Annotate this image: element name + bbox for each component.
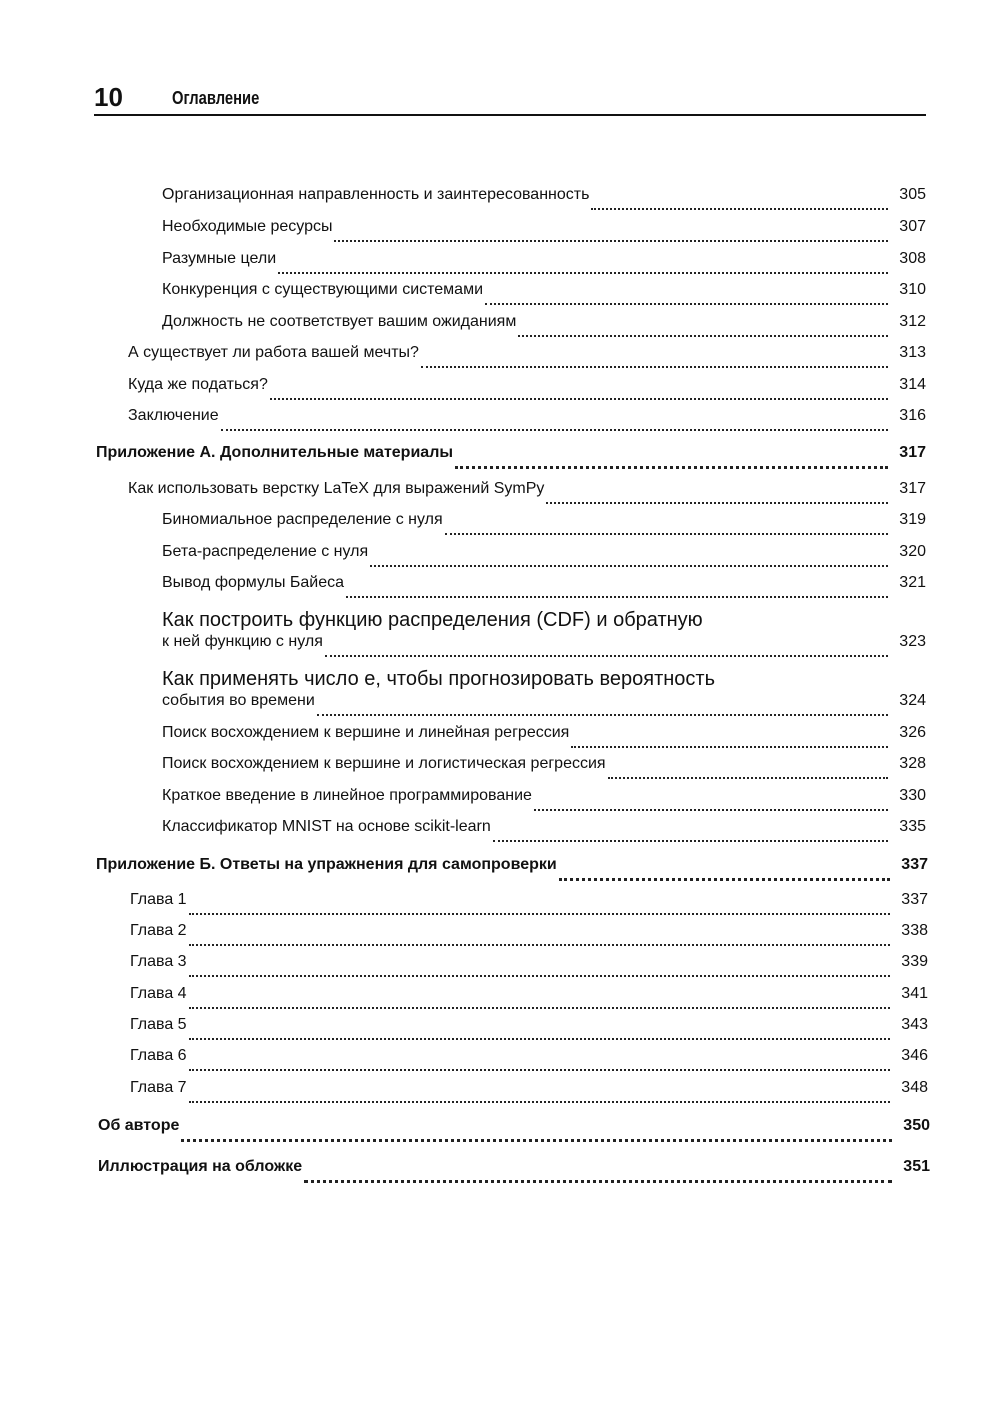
toc-entry-page: 330 <box>899 787 926 804</box>
dot-leader <box>304 1158 892 1183</box>
toc-entry-title: Необходимые ресурсы <box>162 218 333 235</box>
toc-entry-page: 308 <box>899 250 926 267</box>
running-title: Оглавление <box>172 88 260 108</box>
toc-entry[interactable] <box>128 480 926 510</box>
toc-entry-page: 328 <box>899 755 926 772</box>
toc-entry-title-line1[interactable]: Как применять число e, чтобы прогнозировать вероятность <box>162 668 715 690</box>
page-number: 10 <box>94 82 123 112</box>
toc-entry-title: Классификатор MNIST на основе scikit-learn <box>162 818 491 835</box>
toc-entry[interactable] <box>162 724 926 754</box>
toc-entry-page: 319 <box>899 511 926 528</box>
toc-entry-title-line1[interactable]: Как построить функцию распределения (CDF) и обратную <box>162 609 703 631</box>
toc-entry[interactable] <box>162 186 926 216</box>
toc-entry-title: Бета-распределение с нуля <box>162 543 369 560</box>
toc-entry-title: Глава 3 <box>130 953 187 970</box>
toc-entry-title-line2: события во времени <box>162 692 315 709</box>
dot-leader <box>591 186 888 210</box>
toc-entry-page: 317 <box>899 444 926 461</box>
dot-leader <box>278 250 888 274</box>
toc-entry-title: Заключение <box>128 407 219 424</box>
toc-entry-page: 343 <box>901 1016 928 1033</box>
toc-entry-page: 346 <box>901 1047 928 1064</box>
toc-entry-title: Иллюстрация на обложке <box>98 1158 303 1175</box>
dot-leader <box>485 281 888 305</box>
toc-about-author-entry[interactable] <box>98 1117 930 1147</box>
toc-entry-page: 316 <box>899 407 926 424</box>
toc-entry-title: Поиск восхождением к вершине и линейная регрессия <box>162 724 570 741</box>
dot-leader <box>445 511 888 535</box>
toc-entry-title: Должность не соответствует вашим ожиданиям <box>162 313 517 330</box>
dot-leader <box>189 1079 890 1103</box>
dot-leader <box>546 480 888 504</box>
toc-entry-page: 348 <box>901 1079 928 1096</box>
toc-appendix-entry[interactable] <box>96 856 928 886</box>
dot-leader <box>181 1117 892 1142</box>
toc-entry-page: 337 <box>901 856 928 873</box>
toc-entry-page: 310 <box>899 281 926 298</box>
dot-leader <box>493 818 888 842</box>
toc-entry-page: 351 <box>903 1158 930 1175</box>
toc-entry-page: 326 <box>899 724 926 741</box>
toc-entry-title-line2: к ней функцию с нуля <box>162 633 323 650</box>
dot-leader <box>189 953 890 977</box>
dot-leader <box>189 1047 890 1071</box>
toc-entry-title: Об авторе <box>98 1117 180 1134</box>
toc-entry[interactable] <box>130 922 928 952</box>
toc-entry[interactable] <box>162 218 926 248</box>
dot-leader <box>518 313 888 337</box>
toc-entry[interactable] <box>130 985 928 1015</box>
toc-entry-title: Глава 4 <box>130 985 187 1002</box>
toc-entry-title: Глава 6 <box>130 1047 187 1064</box>
toc-entry-page: 321 <box>899 574 926 591</box>
dot-leader <box>334 218 888 242</box>
dot-leader <box>370 543 888 567</box>
toc-entry-page: 314 <box>899 376 926 393</box>
toc-cover-illustration-entry[interactable] <box>98 1158 930 1188</box>
toc-entry-page: 324 <box>899 692 926 709</box>
toc-entry[interactable] <box>128 344 926 374</box>
toc-entry-page: 317 <box>899 480 926 497</box>
toc-entry-title: Глава 2 <box>130 922 187 939</box>
dot-leader <box>421 344 888 368</box>
toc-entry-title: Поиск восхождением к вершине и логистическая регрессия <box>162 755 606 772</box>
toc-entry[interactable] <box>128 407 926 437</box>
toc-entry-page: 312 <box>899 313 926 330</box>
toc-entry[interactable] <box>162 543 926 573</box>
toc-entry-title: А существует ли работа вашей мечты? <box>128 344 419 361</box>
dot-leader <box>571 724 888 748</box>
toc-entry[interactable] <box>130 953 928 983</box>
toc-entry-page: 338 <box>901 922 928 939</box>
toc-entry-title: Разумные цели <box>162 250 277 267</box>
toc-entry-title: Глава 1 <box>130 891 187 908</box>
toc-entry-page: 337 <box>901 891 928 908</box>
toc-entry-page: 350 <box>903 1117 930 1134</box>
dot-leader <box>189 1016 890 1040</box>
toc-entry[interactable] <box>162 818 926 848</box>
toc-entry-title: Конкуренция с существующими системами <box>162 281 484 298</box>
toc-entry-page: 320 <box>899 543 926 560</box>
dot-leader <box>317 692 888 716</box>
toc-entry-page: 313 <box>899 344 926 361</box>
dot-leader <box>534 787 888 811</box>
toc-entry[interactable] <box>162 250 926 280</box>
toc-entry[interactable] <box>162 633 926 663</box>
dot-leader <box>189 985 890 1009</box>
dot-leader <box>221 407 888 431</box>
toc-entry-title: Организационная направленность и заинтересованность <box>162 186 590 203</box>
toc-entry[interactable] <box>128 376 926 406</box>
toc-entry[interactable] <box>162 511 926 541</box>
toc-entry-title: Куда же податься? <box>128 376 268 393</box>
toc-entry-page: 307 <box>899 218 926 235</box>
toc-entry[interactable] <box>162 574 926 604</box>
toc-entry[interactable] <box>130 1079 928 1109</box>
toc-entry[interactable] <box>162 313 926 343</box>
toc-entry-page: 323 <box>899 633 926 650</box>
dot-leader <box>346 574 888 598</box>
toc-entry[interactable] <box>162 281 926 311</box>
toc-entry-title: Вывод формулы Байеса <box>162 574 345 591</box>
dot-leader <box>455 444 888 469</box>
toc-entry-title: Краткое введение в линейное программирование <box>162 787 532 804</box>
toc-entry-title: Приложение А. Дополнительные материалы <box>96 444 454 461</box>
toc-entry-title: Глава 5 <box>130 1016 187 1033</box>
dot-leader <box>608 755 888 779</box>
toc-entry[interactable] <box>162 692 926 722</box>
dot-leader <box>325 633 888 657</box>
toc-entry[interactable] <box>162 787 926 817</box>
toc-entry-title: Приложение Б. Ответы на упражнения для самопроверки <box>96 856 557 873</box>
dot-leader <box>559 856 890 881</box>
dot-leader <box>189 891 890 915</box>
toc-entry-title: Глава 7 <box>130 1079 187 1096</box>
toc-entry-page: 341 <box>901 985 928 1002</box>
toc-entry[interactable] <box>130 1047 928 1077</box>
toc-entry-title: Как использовать верстку LaTeX для выражений SymPy <box>128 480 545 497</box>
dot-leader <box>270 376 888 400</box>
toc-entry-page: 305 <box>899 186 926 203</box>
toc-entry-page: 335 <box>899 818 926 835</box>
dot-leader <box>189 922 890 946</box>
toc-entry[interactable] <box>130 891 928 921</box>
toc-entry-title: Биномиальное распределение с нуля <box>162 511 443 528</box>
toc-entry[interactable] <box>130 1016 928 1046</box>
toc-entry[interactable] <box>162 755 926 785</box>
toc-appendix-entry[interactable] <box>96 444 926 474</box>
toc-entry-page: 339 <box>901 953 928 970</box>
